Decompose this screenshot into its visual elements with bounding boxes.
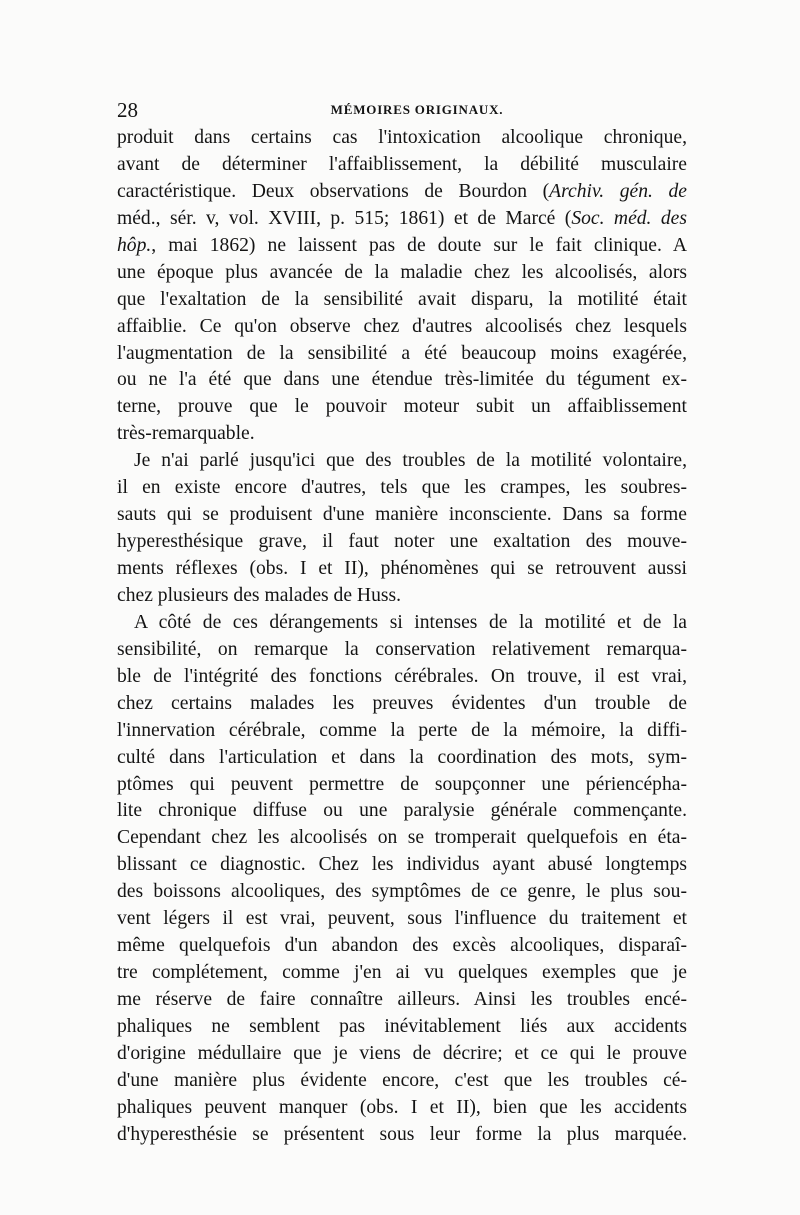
text-line: blissant ce diagnostic. Chez les individus ayant abusé longtemps: [117, 854, 687, 876]
text-line: chez certains malades les preuves évidentes d'un trouble de: [117, 692, 687, 714]
text-line: même quelquefois d'un abandon des excès alcooliques, disparaî-: [117, 935, 687, 957]
citation-italic: Archiv. gén. de: [549, 180, 687, 202]
citation-italic: Soc. méd. des: [571, 207, 687, 229]
text-line: terne, prouve que le pouvoir moteur subit un affaiblissement: [117, 396, 687, 418]
text-line: Cependant chez les alcoolisés on se tromperait quelquefois en éta-: [117, 827, 687, 849]
text-line: hyperesthésique grave, il faut noter une exaltation des mouve-: [117, 531, 687, 553]
text-line: d'hyperesthésie se présentent sous leur forme la plus marquée.: [117, 1123, 687, 1145]
text-line: culté dans l'articulation et dans la coordination des mots, sym-: [117, 746, 687, 768]
text-line: Je n'ai parlé jusqu'ici que des troubles de la motilité volontaire,: [134, 450, 687, 472]
text-line: chez plusieurs des malades de Huss.: [117, 584, 402, 606]
text-line: l'augmentation de la sensibilité a été beaucoup moins exagérée,: [117, 342, 687, 364]
running-head: [117, 98, 689, 122]
text-line: vent légers il est vrai, peuvent, sous l'influence du traitement et: [117, 908, 687, 930]
text-line: tre complétement, comme j'en ai vu quelques exemples que je: [117, 962, 687, 984]
text-line: phaliques ne semblent pas inévitablement liés aux accidents: [117, 1015, 687, 1037]
text-line: des boissons alcooliques, des symptômes de ce genre, le plus sou-: [117, 881, 687, 903]
text-line: ou ne l'a été que dans une étendue très-limitée du tégument ex-: [117, 369, 687, 391]
running-title: MÉMOIRES ORIGINAUX.: [330, 102, 504, 117]
text-line: que l'exaltation de la sensibilité avait disparu, la motilité était: [117, 288, 687, 310]
text-line: phaliques peuvent manquer (obs. I et II), bien que les accidents: [117, 1096, 687, 1118]
text-line: A côté de ces dérangements si intenses de la motilité et de la: [134, 611, 687, 633]
text-line: lite chronique diffuse ou une paralysie générale commençante.: [117, 800, 687, 822]
text-line: méd., sér. v, vol. XVIII, p. 515; 1861) et de Marcé (Soc. méd. des: [117, 207, 687, 229]
text-line: il en existe encore d'autres, tels que les crampes, les soubres-: [117, 477, 687, 499]
text-line: hôp., mai 1862) ne laissent pas de doute sur le fait clinique. A: [117, 234, 687, 256]
text-line: avant de déterminer l'affaiblissement, la débilité musculaire: [117, 153, 687, 175]
text-line: affaiblie. Ce qu'on observe chez d'autres alcoolisés chez lesquels: [117, 315, 687, 337]
text-line: ble de l'intégrité des fonctions cérébrales. On trouve, il est vrai,: [117, 665, 687, 687]
body-text: [117, 125, 687, 1149]
page-number: 28: [117, 98, 138, 122]
citation-italic: hôp.: [117, 234, 152, 256]
text-line: d'origine médullaire que je viens de décrire; et ce qui le prouve: [117, 1042, 687, 1064]
text-line: l'innervation cérébrale, comme la perte de la mémoire, la diffi-: [117, 719, 687, 741]
text-line: produit dans certains cas l'intoxication alcoolique chronique,: [117, 127, 687, 148]
text-line: me réserve de faire connaître ailleurs. Ainsi les troubles encé-: [117, 989, 687, 1010]
text-line: ments réflexes (obs. I et II), phénomènes qui se retrouvent aussi: [117, 558, 687, 579]
text-line: ptômes qui peuvent permettre de soupçonner une périencépha-: [117, 773, 687, 795]
text-line: une époque plus avancée de la maladie chez les alcoolisés, alors: [117, 261, 687, 283]
text-line: sauts qui se produisent d'une manière inconsciente. Dans sa forme: [117, 504, 687, 526]
text-line: d'une manière plus évidente encore, c'est que les troubles cé-: [117, 1069, 687, 1091]
text-line: sensibilité, on remarque la conservation relativement remarqua-: [117, 638, 687, 660]
text-line: très-remarquable.: [117, 423, 255, 445]
text-line: caractéristique. Deux observations de Bourdon (Archiv. gén. de: [117, 180, 687, 202]
